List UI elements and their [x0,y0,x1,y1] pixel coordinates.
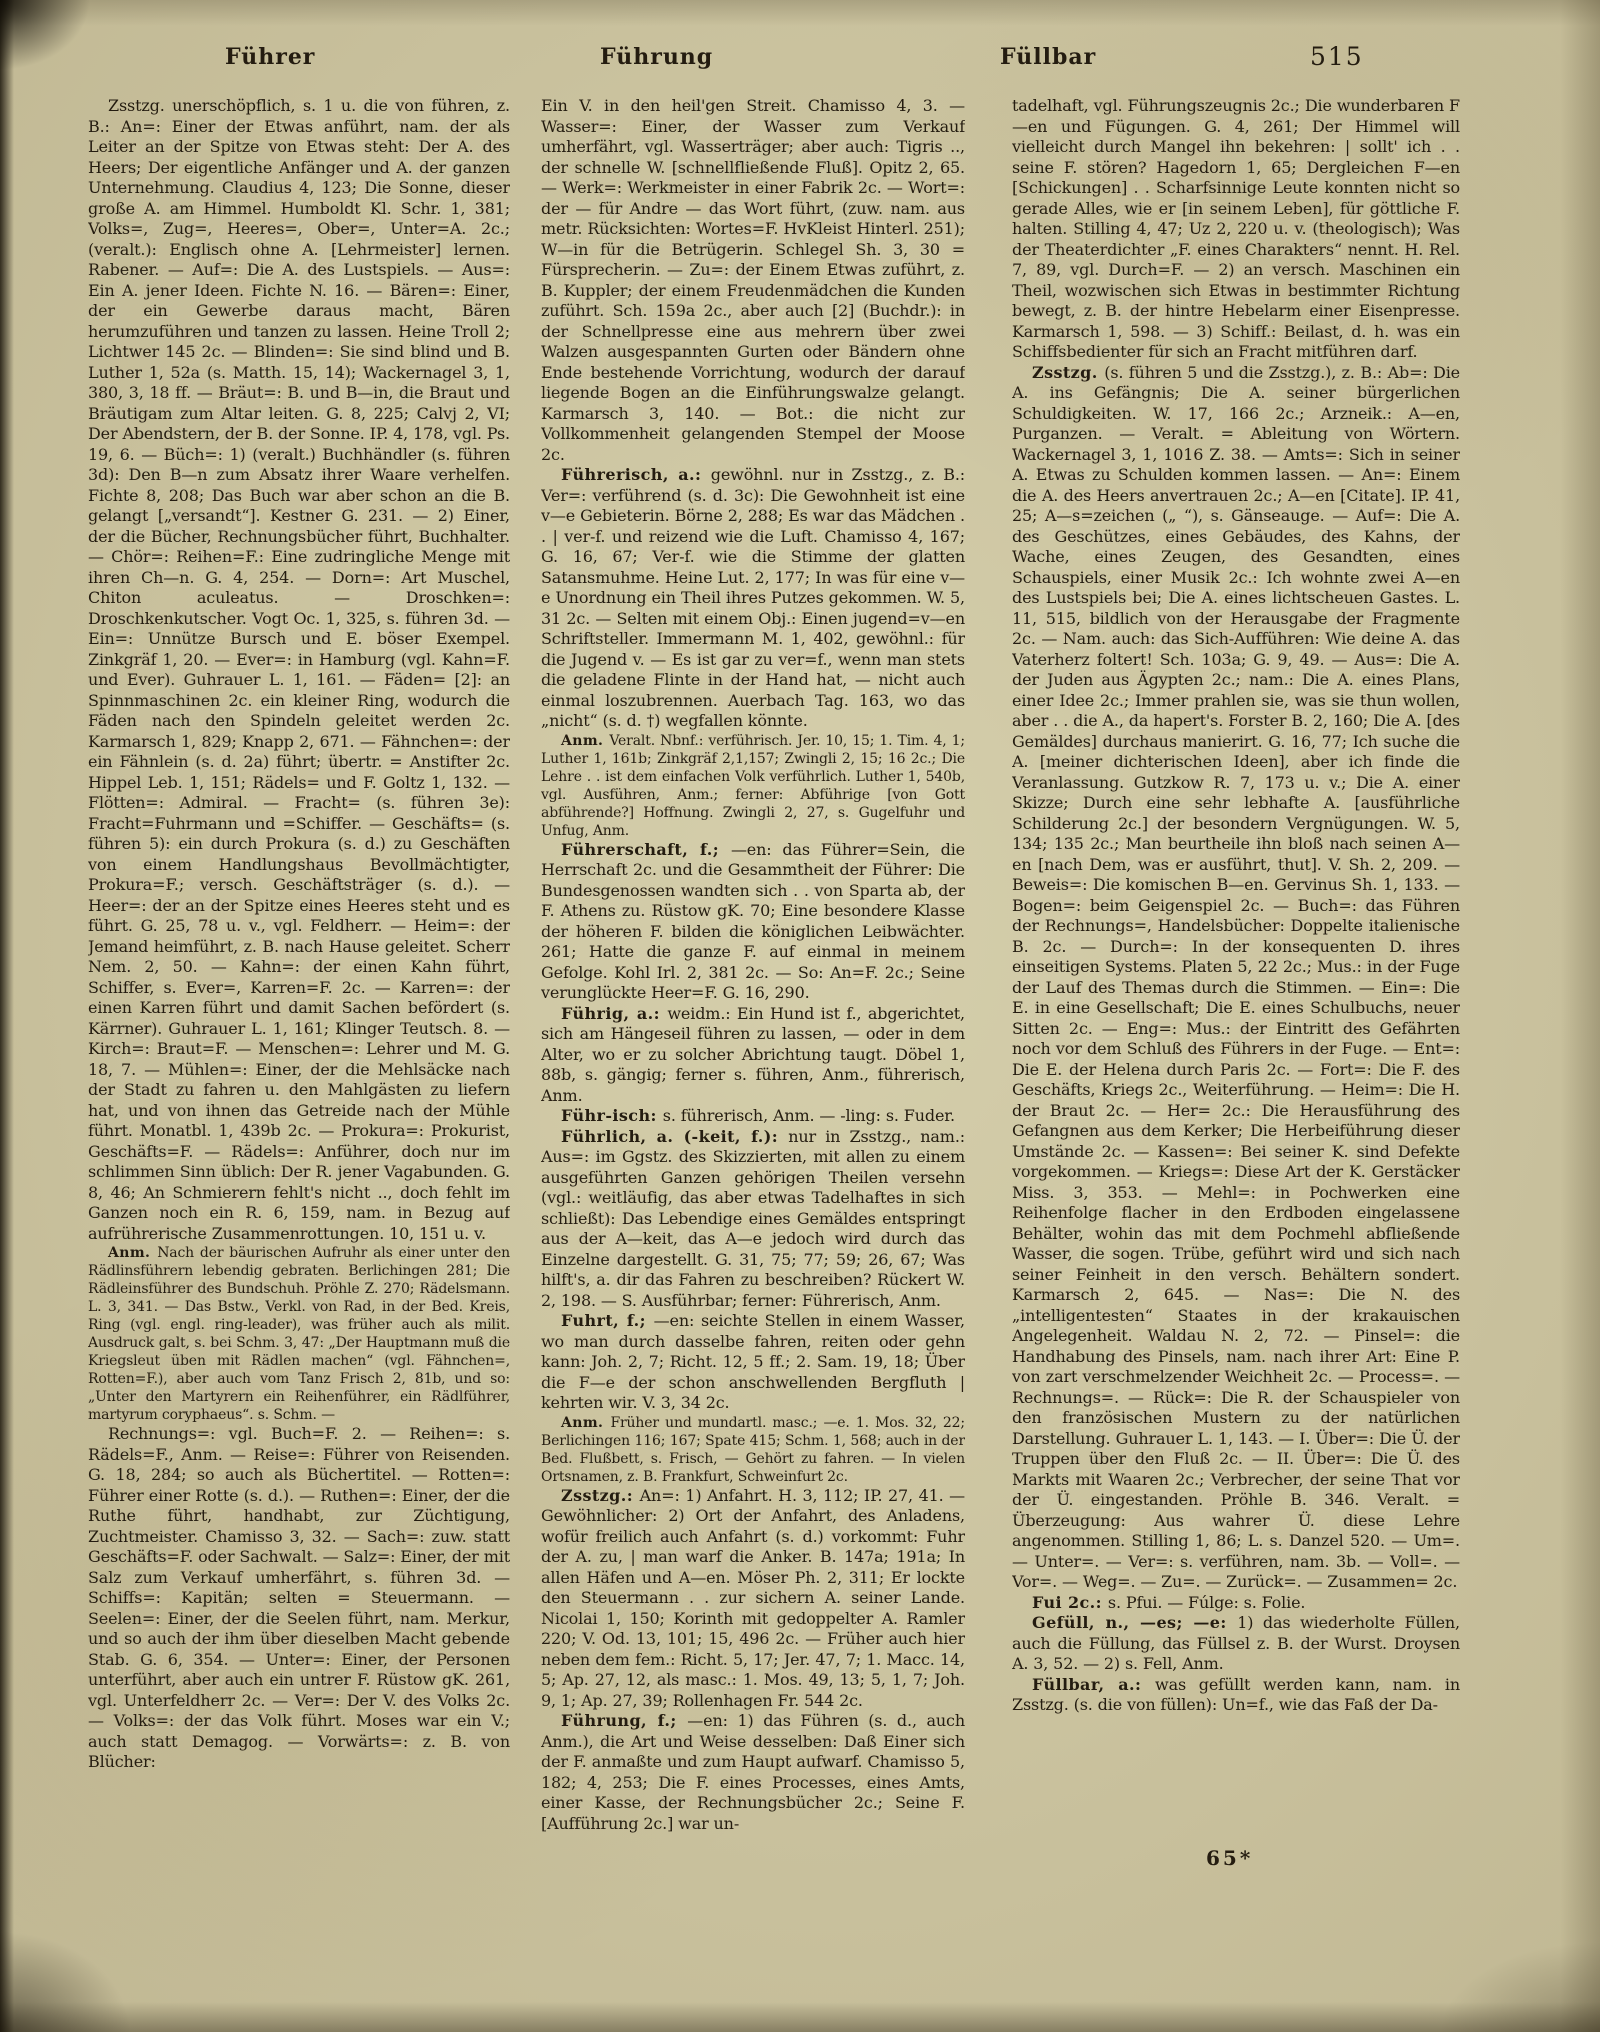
entry-fuhrt-headword: Fuhrt, f.; [561,1311,654,1330]
entry-fuehr-isch: Führ-isch: s. führerisch, Anm. — -ling: s. Fuder. [561,1106,955,1125]
running-head-left: Führer [225,44,316,70]
fuehrung-zusammensetzungen: Zsstzg. (s. führen 5 und die Zsstzg.), z. B.: Ab=: Die A. ins Gefängnis; Die A. seiner bürgerlichen Schuldigkeiten. W. 17, 166 2c.; Arzneik.: A—en, Purganzen. — Veralt. = Ableitung von Wörtern. Wackernagel 3, 1, 1016 Z. 38. — Amts=: Sich in seiner A. Etwas zu Schulden kommen lassen. — An=: Einem die A. des Heers anvertrauen 2c.; A—en [Citate]. IP. 41, 25; A—s=zeichen („ “), s. Gänseauge. — Auf=: Die A. des Geschützes, eines Gebäudes, des Kahns, der Wache, eines Zeugen, des Gesandten, eines Schauspiels, einer Musik 2c.: Ich wohnte zwei A—en des Lustspiels bei; Die A. eines lichtscheuen Gastes. L. 11, 515, bildlich von der Herausgabe der Fragmente 2c. — Nam. auch: das Sich-Aufführen: Wie deine A. das Vaterherz foltert! Sch. 103a; G. 9, 49. — Aus=: Die A. der Juden aus Ägypten 2c.; nam.: Die A. eines Plans, einer Idee 2c.; Immer prahlen sie, was sie thun wollen, aber . . die A., da hapert's. Forster B. 2, 160; Die A. [des Gemäldes] durchaus manierirt. G. 16, 77; Ich suche die A. [meiner dichterischen Ideen], aber ich finde die Veranlassung. Gutzkow R. 7, 173 u. v.; Die A. einer Skizze; Durch eine sehr lebhafte A. [ausführliche Schilderung 2c.] der besondern Vergnügungen. W. 5, 134; 135 2c.; Man beurtheile ihn bloß nach seinen A—en [nach Dem, was er ausführt, thut]. V. Sh. 2, 209. — Beweis=: Die komischen B—en. Gervinus Sh. 1, 133. — Bogen=: beim Geigenspiel 2c. — Buch=: das Führen der Rechnungs=, Handelsbücher: Doppelte italienische B. 2c. — Durch=: In der konsequenten D. ihres einseitigen Systems. Platen 5, 22 2c.; Mus.: in der Fuge der Lauf des Themas durch die Stimmen. — Ein=: Die E. in eine Gesellschaft; Die E. eines Schulbuchs, neuer Sitten 2c. — Eng=: Mus.: der Eintritt des Gefährten noch vor dem Schluß des Führers in der Fuge. — Ent=: Die E. der Helena durch Paris 2c. — Fort=: Die F. des Geschäfts, Kriegs 2c., Weiterführung. — Heim=: Die H. der Braut 2c. — Her= 2c.: Die Herausführung des Gefangnen aus dem Kerker; Die Herbeiführung dieser Umstände 2c. — Kassen=: Bei seiner K. sind Defekte vorgekommen. — Kriegs=: Diese Art der K. Gerstäcker Miss. 3, 353. — Mehl=: in Pochwerken eine Reihenfolge flacher in den Erdboden eingelassene Behälter, wohin das mit dem Pochmehl abfließende Wasser, die sogen. Trübe, geführt wird und sich nach seiner Feinheit in den versch. Behältern sondert. Karmarsch 2, 645. — Nas=: Die N. des „intelligentesten“ Staates in der krakauischen Angelegenheit. Waldau N. 2, 72. — Pinsel=: die Handhabung des Pinsels, nam. nach ihrer Art: Eine P. von zart verschmelzender Weichheit 2c. — Process=. — Rechnungs=. — Rück=: Die R. der Schauspieler von den französischen Mustern zu der natürlichen Darstellung. Guhrauer L. 1, 143. — I. Über=: Die Ü. der Truppen über den Fluß 2c. — II. Über=: Die Ü. des Markts mit Waaren 2c.; Verbrecher, der seine That vor der Ü. eingestanden. Pröhle B. 346. Veralt. = Überzeugung: Aus wahrer Ü. diese Lehre angenommen. Stilling 1, 86; L. s. Danzel 520. — Um=. — Unter=. — Ver=: s. verführen, nam. 3b. — Voll=. — Vor=. — Weg=. — Zu=. — Zurück=. — Zusammen= 2c. [1012,362,1460,1591]
fuhrt-zusammensetzungen-headword: Zsstzg.: [561,1485,640,1505]
entry-fuehrlich-headword: Führlich, a. (-keit, f.): [561,1126,789,1146]
entry-fuehrlich: Führlich, a. (-keit, f.): nur in Zsstzg., nam.: Aus=: im Ggstz. des Skizzierten, mit allen zu einem ausgeführten Ganzen gehörigen Theilen versehn (vgl.: weitläufig, das aber etwas Tadelhaftes in sich schließt): Das Lebendige eines Gemäldes entspringt aus der A—keit, das A—e jedoch wird durch das Einzelne dargestellt. G. 31, 75; 77; 59; 26, 67; Was hilft's, a. dir das Fahren zu beschreiben? Rückert W. 2, 198. — S. Ausführbar; ferner: Führerisch, Anm. [541,1126,965,1310]
entry-fuehrerschaft-headword: Führerschaft, f.; [561,839,731,859]
fuehrerisch-anmerkung-headword: Anm. [561,732,610,749]
entry-fuehrerisch: Führerisch, a.: gewöhnl. nur in Zsstzg., z. B.: Ver=: verführend (s. d. 3c): Die Gewohnheit ist eine v—e Gebieterin. Börne 2, 288; Es war das Mädchen . . | ver-f. und reizend wie die Luft. Chamisso 4, 167; G. 16, 67; Ver-f. wie die Stimme der glatten Satansmuhme. Heine Lut. 2, 177; In was für eine v—e Unordnung ein Theil ihres Putzes gekommen. W. 5, 31 2c. — Selten mit einem Obj.: Einen jugend=v—en Schriftsteller. Immermann M. 1, 402, gewöhnl.: für die Jugend v. — Es ist gar zu ver=f., wenn man stets die geladene Flinte in der Hand hat, — nicht auch einmal loszubrennen. Auerbach Tag. 163, wo das „nicht“ (s. d. †) wegfallen könnte. [541,465,965,730]
fuehrer-anmerkung-headword: Anm. [108,1245,158,1261]
entry-fuehrerisch-headword: Führerisch, a.: [561,465,711,484]
fuehrer-zusammensetzungen-schluss: Ein V. in den heil'gen Streit. Chamisso 4, 3. — Wasser=: Einer, der Wasser zum Verkauf umherfährt, vgl. Wasserträger; aber auch: Tigris .., der schnelle W. [schnellfließende Fluß]. Opitz 2, 65. — Werk=: Werkmeister in einer Fabrik 2c. — Wort=: der — für Andre — das Wort führt, (zuw. nam. aus metr. Rücksichten: Wortes=F. HvKleist Hinterl. 251); W—in für die Betrügerin. Schlegel Sh. 3, 30 = Fürsprecherin. — Zu=: der Einem Etwas zuführt, z. B. Kuppler; der einem Freudenmädchen die Kunden zuführt. Sch. 159a 2c., aber auch [2] (Buchdr.): in der Schnellpresse eine aus mehrern über zwei Walzen ausgespannten Gurten oder Bändern ohne Ende bestehende Vorrichtung, wodurch der darauf liegende Bogen an die Einführungswalze gelangt. Karmarsch 3, 140. — Bot.: die nicht zur Vollkommenheit gelangenden Stempel der Moose 2c. [541,96,965,464]
running-head-right: Füllbar [1000,44,1097,70]
fuehrung-fortsetzung: tadelhaft, vgl. Führungszeugnis 2c.; Die wunderbaren F—en und Fügungen. G. 4, 261; Der Himmel will vielleicht durch Mangel ihn bekehren: | sollt' ich . . seine F. stören? Hagedorn 1, 65; Dergleichen F—en [Schickungen] . . Scharfsinnige Leute konnten nicht so gerade Alles, wie er [in seinem Leben], für göttliche F. halten. Stilling 4, 47; Uz 2, 220 u. v. (theologisch); Was der Theaterdichter „F. eines Charakters“ nennt. H. Rel. 7, 89, vgl. Durch=F. — 2) an versch. Maschinen ein Theil, wozwischen sich Etwas in bestimmter Richtung bewegt, z. B. der hintre Hebelarm einer Eisenpresse. Karmarsch 1, 598. — 3) Schiff.: Beilast, d. h. was ein Schiffsbedienter für sich an Fracht mitführen darf. [1012,96,1460,361]
entry-fuellbar-headword: Füllbar, a.: [1032,1674,1156,1694]
entry-fuehrer-zusammensetzungen-fortsetzung: Rechnungs=: vgl. Buch=F. 2. — Reihen=: s. Rädels=F., Anm. — Reise=: Führer von Reisenden. G. 18, 284; so auch als Büchertitel. — Rotten=: Führer einer Rotte (s. d.). — Ruthen=: Einer, der die Ruthe führt, handhabt, zur Züchtigung, Zuchtmeister. Chamisso 3, 32. — Sach=: zuw. statt Geschäfts=F. oder Sachwalt. — Salz=: Einer, der mit Salz zum Verkauf umherfährt, s. führen 3d. — Schiffs=: Kapitän; selten = Steuermann. — Seelen=: Einer, der die Seelen führt, nam. Merkur, und so auch der ihm über dieselben Macht gebende Stab. G. 6, 354. — Unter=: Einer, der Personen unterführt, aber auch ein untrer F. Rüstow gK. 261, vgl. Unterfeldherr 2c. — Ver=: Der V. des Volks 2c. — Volks=: der das Volk führt. Moses war ein V.; auch statt Demagog. — Vorwärts=: z. B. von Blücher: [88,1424,510,1771]
entry-fuehrig: Führig, a.: weidm.: Ein Hund ist f., abgerichtet, sich am Hängeseil führen zu lassen, — oder in dem Alter, wo er zu solcher Abrichtung taugt. Döbel 1, 88b, s. gängig; ferner s. führen, Anm., führerisch, Anm. [541,1003,965,1105]
entry-gefuell: Gefüll, n., —es; —e: 1) das wiederholte Füllen, auch die Füllung, das Füllsel z. B. der Wurst. Droysen A. 3, 52. — 2) s. Fell, Anm. [1012,1613,1460,1673]
column-2 [541,96,965,1902]
entry-fui-fulge-headword: Fui 2c.: [1032,1592,1108,1612]
fuhrt-zusammensetzungen: Zsstzg.: An=: 1) Anfahrt. H. 3, 112; IP. 27, 41. — Gewöhnlicher: 2) Ort der Anfahrt, des Anladens, wofür freilich auch Anfahrt (s. d.) vorkommt: Fuhr der A. zu, | man warf die Anker. B. 147a; 191a; In allen Häfen und A—en. Möser Ph. 2, 311; Er lockte den Steuermann . . zur sichern A. seiner Lande. Nicolai 1, 150; Korinth mit gedoppelter A. Ramler 220; V. Od. 13, 101; 15, 496 2c. — Früher auch hier neben dem fem.: Richt. 5, 17; Jer. 47, 7; 1. Macc. 14, 5; Ap. 27, 12, als masc.: 1. Mos. 49, 13; 5, 1, 7; Joh. 9, 1; Ap. 27, 39; Rollenhagen Fr. 544 2c. [541,1485,965,1710]
column-1 [88,96,510,1902]
entry-fuehr-isch-headword: Führ-isch: [561,1106,663,1125]
entry-fuehrerschaft: Führerschaft, f.; —en: das Führer=Sein, die Herrschaft 2c. und die Gesammtheit der Führer: Die Bundesgenossen wandten sich . . von Sparta ab, der F. Athens zu. Rüstow gK. 70; Eine besondere Klasse der höheren F. bilden die königlichen Leibwächter. 261; Hatte die ganze F. auf einmal in meinem Gefolge. Kohl Irl. 2, 381 2c. — So: An=F. 2c.; Seine verunglückte Heer=F. G. 16, 290. [541,839,965,1002]
entry-fuehrig-headword: Führig, a.: [561,1003,668,1023]
fuhrt-anmerkung: Anm. Früher und mundartl. masc.; —e. 1. Mos. 32, 22; Berlichingen 116; 167; Spate 415; Schm. 1, 568; auch in der Bed. Flußbett, s. Frisch, — Gehört zu fahren. — In vielen Ortsnamen, z. B. Frankfurt, Schweinfurt 2c. [541,1414,965,1485]
page-number: 515 [1310,42,1364,71]
entry-gefuell-headword: Gefüll, n., —es; —e: [1032,1613,1238,1632]
fuhrt-anmerkung-headword: Anm. [561,1414,611,1431]
fuehrer-anmerkung: Anm. Nach der bäurischen Aufruhr als einer unter den Rädlinsführern lebendig gebraten. Berlichingen 281; Die Rädleinsführer des Bundschuh. Pröhle Z. 270; Rädelsmann. L. 3, 341. — Das Bstw., Verkl. von Rad, in der Bed. Kreis, Ring (vgl. engl. ring-leader), was früher auch als milit. Ausdruck galt, s. bei Schm. 3, 47: „Der Hauptmann muß die Kriegsleut üben mit Rädlen machen“ (vgl. Fähnchen=, Rotten=F.), aber auch vom Tanz Frisch 2, 81b, und so: „Unter den Martyrern ein Reihenführer, ein Rädlführer, martyrum coryphaeus“. s. Schm. — [88,1245,510,1423]
column-3 [1012,96,1460,1902]
entry-fuhrt: Fuhrt, f.; —en: seichte Stellen in einem Wasser, wo man durch dasselbe fahren, reiten oder gehn kann: Joh. 2, 7; Richt. 12, 5 ff.; 2. Sam. 19, 18; Über die F—e der schon anschwellenden Bergfluth | kehrten wir. V. 3, 34 2c. [541,1311,965,1412]
fuehrerisch-anmerkung: Anm. Veralt. Nbnf.: verführisch. Jer. 10, 15; 1. Tim. 4, 1; Luther 1, 161b; Zinkgräf 2,1,157; Zwingli 2, 15; 16 2c.; Die Lehre . . ist dem einfachen Volk verführlich. Luther 1, 540b, vgl. Ausführen, Anm.; ferner: Abführige [von Gott abführende?] Hoffnung. Zwingli 2, 27, s. Gugelfuhr und Unfug, Anm. [541,732,965,839]
running-head-center: Führung [600,44,714,70]
entry-fuehrung-headword: Führung, f.; [561,1711,688,1730]
entry-fuehrer-zusammensetzungen: Zsstzg. unerschöpflich, s. 1 u. die von führen, z. B.: An=: Einer der Etwas anführt, nam. der als Leiter an der Spitze von Etwas steht: Der A. des Heers; Der eigentliche Anfänger und A. der ganzen Unternehmung. Claudius 4, 123; Die Sonne, dieser große A. am Himmel. Humboldt Kl. Schr. 1, 381; Volks=, Zug=, Heeres=, Ober=, Unter=A. 2c.; (veralt.): Englisch ohne A. [Lehrmeister] lernen. Rabener. — Auf=: Die A. des Lustspiels. — Aus=: Ein A. jener Ideen. Fichte N. 16. — Bären=: Einer, der ein Gewerbe daraus macht, Bären herumzuführen und tanzen zu lassen. Heine Troll 2; Lichtwer 145 2c. — Blinden=: Sie sind blind und B. Luther 1, 52a (s. Matth. 15, 14); Wackernagel 3, 1, 380, 3, 18 ff. — Bräut=: B. und B—in, die Braut und Bräutigam zum Altar leiten. G. 8, 225; Calvj 2, VI; Der Abendstern, der B. der Sonne. IP. 4, 178, vgl. Ps. 19, 6. — Büch=: 1) (veralt.) Buchhändler (s. führen 3d): Den B—n zum Absatz ihrer Waare verhelfen. Fichte 8, 208; Das Buch war aber schon an die B. gelangt [„versandt“]. Kestner G. 231. — 2) Einer, der die Bücher, Rechnungsbücher führt, Buchhalter. — Chör=: Reihen=F.: Eine zudringliche Menge mit ihren Ch—n. G. 4, 254. — Dorn=: Art Muschel, Chiton aculeatus. — Droschken=: Droschkenkutscher. Vogt Oc. 1, 325, s. führen 3d. — Ein=: Unnütze Bursch und E. böser Exempel. Zinkgräf 1, 20. — Ever=: in Hamburg (vgl. Kahn=F. und Ever). Guhrauer L. 1, 161. — Fäden= [2]: an Spinnmaschinen 2c. ein kleiner Ring, wodurch die Fäden nach den Spindeln geleitet werden 2c. Karmarsch 1, 829; Knapp 2, 671. — Fähnchen=: der ein Fähnlein (s. d. 2a) führt; übertr. = Anstifter 2c. Hippel Leb. 1, 151; Rädels= und F. Goltz 1, 132. — Flötten=: Admiral. — Fracht= (s. führen 3e): Fracht=Fuhrmann und =Schiffer. — Geschäfts= (s. führen 5): ein durch Prokura (s. d.) zu Geschäften von einem Handlungshaus Bevollmächtigter, Prokura=F.; versch. Geschäftsträger (s. d.). — Heer=: der an der Spitze eines Heeres steht und es führt. G. 25, 78 u. v., vgl. Feldherr. — Heim=: der Jemand heimführt, z. B. nach Hause geleitet. Scherr Nem. 2, 50. — Kahn=: der einen Kahn führt, Schiffer, s. Ever=, Karren=F. 2c. — Karren=: der einen Karren führt und damit Sachen befördert (s. Kärrner). Guhrauer L. 1, 161; Klinger Teutsch. 8. — Kirch=: Braut=F. — Menschen=: Lehrer und M. G. 18, 7. — Mühlen=: Einer, der die Mehlsäcke nach der Stadt zu fahren u. den Mahlgästen zu liefern hat, und von ihnen das Getreide nach der Mühle führt. Monatbl. 1, 439b 2c. — Prokura=: Prokurist, Geschäfts=F. — Rädels=: Anführer, doch nur im schlimmen Sinn üblich: Der R. jener Vagabunden. G. 8, 46; An Schmierern fehlt's nicht .., doch fehlt im Ganzen noch ein R. 6, 159, nam. in Bezug auf aufrührerische Zusammenrottungen. 10, 151 u. v. [88,96,510,1243]
entry-fuellbar: Füllbar, a.: was gefüllt werden kann, nam. in Zsstzg. (s. die von füllen): Un=f., wie das Faß der Da- [1012,1674,1460,1714]
fuehrung-zusammensetzungen-headword: Zsstzg. [1032,362,1105,382]
sheet-signature: 65* [1206,1846,1254,1870]
entry-fuehrung: Führung, f.; —en: 1) das Führen (s. d., auch Anm.), die Art und Weise desselben: Daß Einer sich der F. anmaßte und zum Haupt aufwarf. Chamisso 5, 182; 4, 253; Die F. eines Processes, eines Amts, einer Kasse, der Rechnungsbücher 2c.; Seine F. [Aufführung 2c.] war un- [541,1711,965,1833]
entry-fui-fulge: Fui 2c.: s. Pfui. — Fúlge: s. Folie. [1032,1592,1306,1612]
